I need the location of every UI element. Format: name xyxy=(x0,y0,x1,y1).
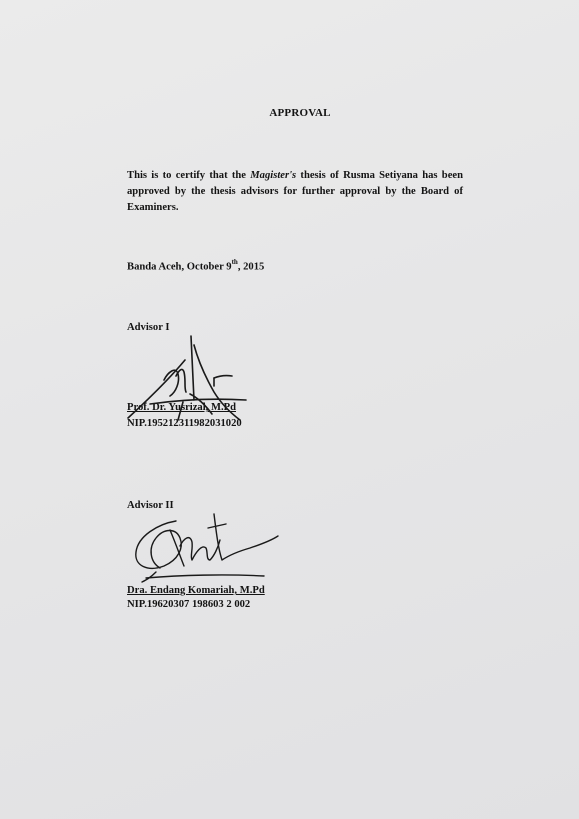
place-date-ordinal: th xyxy=(231,258,238,266)
place-date-main: Banda Aceh, October 9 xyxy=(127,261,232,273)
place-date-year: , 2015 xyxy=(237,261,265,273)
advisor-1-nip: NIP.195212311982031020 xyxy=(127,418,242,429)
document-title: APPROVAL xyxy=(269,107,331,119)
certification-text-suffix: thesis of Rusma Setiyana has been approved by the thesis advisors for further approval by the Board of Examiners. xyxy=(127,170,463,213)
certification-text-prefix: This is to certify that the xyxy=(127,170,251,181)
advisor-1-label: Advisor I xyxy=(127,322,170,333)
advisor-2-name: Dra. Endang Komariah, M.Pd xyxy=(127,585,265,596)
certification-text xyxy=(127,168,463,216)
advisor-1-name: Prof. Dr. Yusrizal, M.Pd xyxy=(127,402,236,413)
certification-text-emphasis: Magister's xyxy=(250,170,297,181)
place-date xyxy=(127,259,264,273)
advisor-2-label: Advisor II xyxy=(127,500,174,511)
advisor-2-nip: NIP.19620307 198603 2 002 xyxy=(127,599,251,610)
